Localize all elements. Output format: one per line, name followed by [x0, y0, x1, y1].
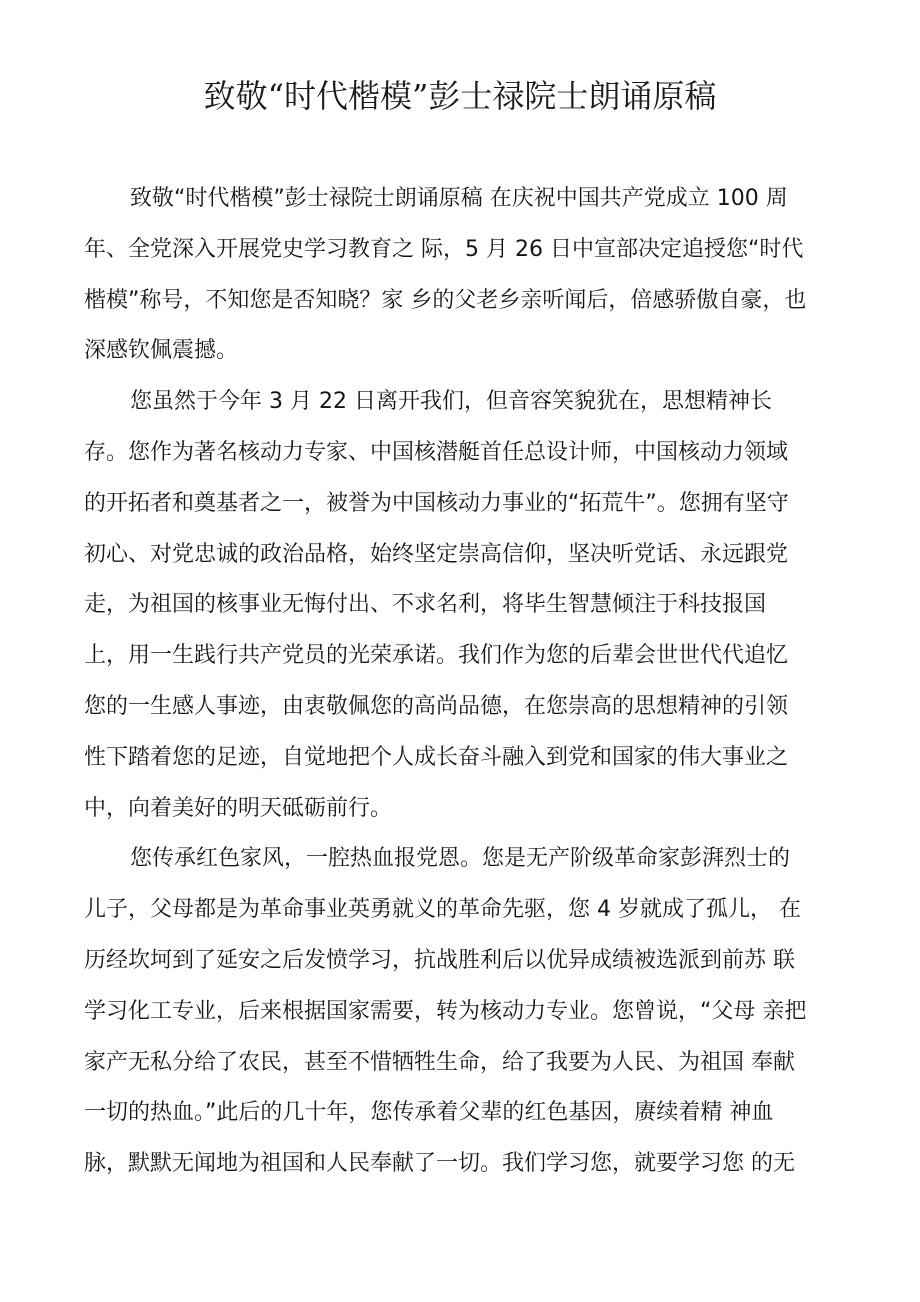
document-body — [84, 174, 834, 1190]
text-line: 家产无私分给了农民，甚至不惜牺牲生命，给了我要为人民、为祖国 奉献 — [84, 1049, 795, 1075]
text-line: 您虽然于今年 3 月 22 日离开我们，但音容笑貌犹在，思想精神长 — [130, 389, 772, 415]
document-title: 致敬“时代楷模”彭士禄院士朗诵原稿 — [203, 77, 717, 115]
text-line: 历经坎坷到了延安之后发愤学习，抗战胜利后以优异成绩被选派到前苏 联 — [84, 947, 795, 973]
text-line: 性下踏着您的足迹，自觉地把个人成长奋斗融入到党和国家的伟大事业之 — [84, 744, 789, 770]
paragraph-3 — [84, 834, 834, 1190]
text-line: 中，向着美好的明天砥砺前行。 — [84, 795, 393, 821]
text-line: 脉，默默无闻地为祖国和人民奉献了一切。我们学习您，就要学习您 的无 — [84, 1151, 795, 1177]
text-line: 上，用一生践行共产党员的光荣承诺。我们作为您的后辈会世世代代追忆 — [84, 643, 789, 669]
text-line: 存。您作为著名核动力专家、中国核潜艇首任总设计师，中国核动力领域 — [84, 439, 789, 465]
text-line: 楷模”称号，不知您是否知晓？家 乡的父老乡亲听闻后，倍感骄傲自豪，也 — [84, 287, 807, 313]
text-line: 年、全党深入开展党史学习教育之 际，5 月 26 日中宣部决定追授您“时代 — [84, 236, 804, 262]
text-line: 深感钦佩震撼。 — [84, 338, 239, 364]
text-line: 您传承红色家风，一腔热血报党恩。您是无产阶级革命家彭湃烈士的 — [130, 846, 791, 872]
text-line: 一切的热血。”此后的几十年，您传承着父辈的红色基因，赓续着精 神血 — [84, 1100, 774, 1126]
text-line: 初心、对党忠诚的政治品格，始终坚定崇高信仰，坚决听党话、永远跟党 — [84, 541, 789, 567]
text-line: 致敬“时代楷模”彭士禄院士朗诵原稿 在庆祝中国共产党成立 100 周 — [130, 186, 788, 211]
paragraph-1 — [84, 174, 834, 377]
text-line: 您的一生感人事迹，由衷敬佩您的高尚品德，在您崇高的思想精神的引领 — [84, 693, 789, 719]
text-line: 儿子，父母都是为革命事业英勇就义的革命先驱，您 4 岁就成了孤儿， 在 — [84, 897, 801, 923]
text-line: 的开拓者和奠基者之一，被誉为中国核动力事业的“拓荒牛”。您拥有坚守 — [84, 490, 789, 516]
text-line: 学习化工专业，后来根据国家需要，转为核动力专业。您曾说，“父母 亲把 — [84, 998, 807, 1024]
paragraph-2 — [84, 377, 834, 834]
text-line: 走，为祖国的核事业无悔付出、不求名利，将毕生智慧倾注于科技报国 — [84, 592, 767, 618]
